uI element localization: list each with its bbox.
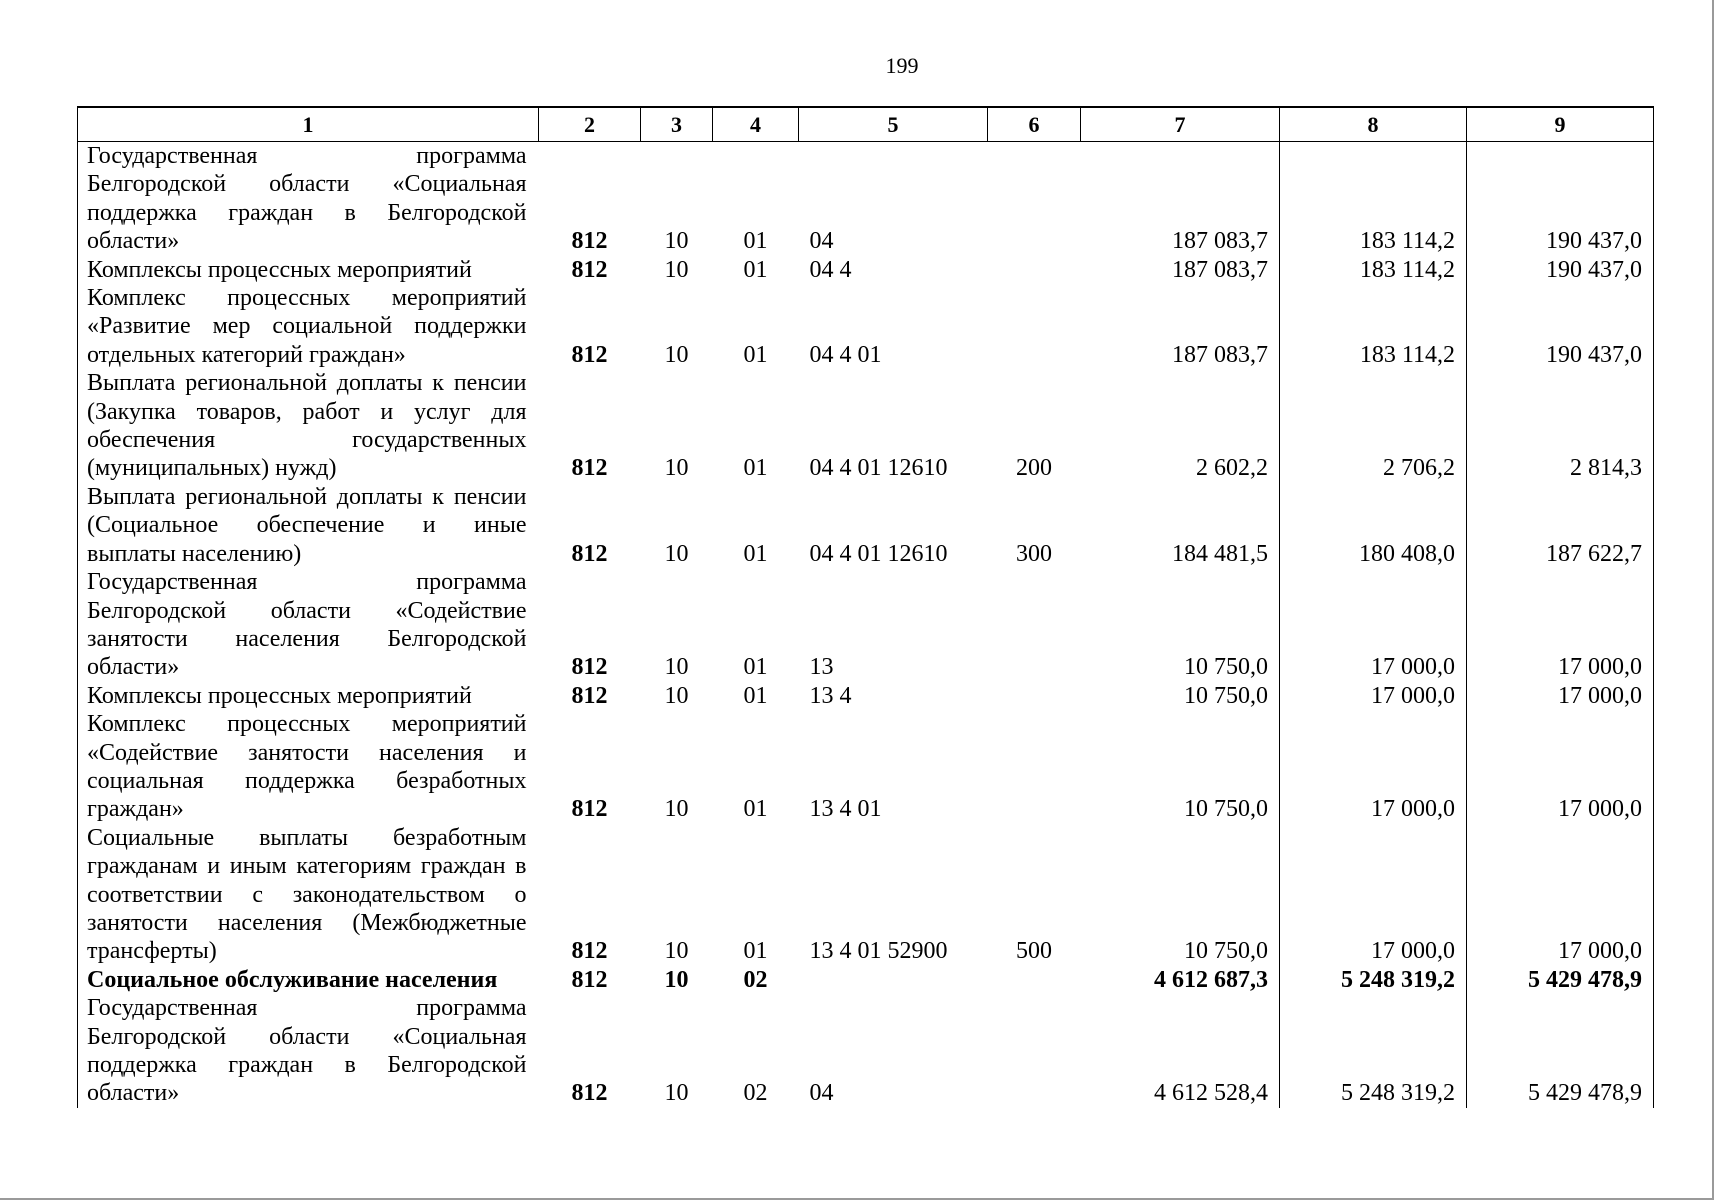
- row-label-line: трансферты): [87, 938, 217, 965]
- cell-col-5: [799, 966, 988, 994]
- row-label-line: выплаты населению): [87, 540, 302, 567]
- row-label-line: Белгородской области «Социальная: [87, 1023, 527, 1050]
- row-label-line: Государственная программа: [87, 569, 527, 596]
- cell-col-7: 10 750,0: [1081, 710, 1280, 824]
- cell-col-5: 04: [809, 228, 834, 255]
- cell-col-7: 4 612 687,3: [1081, 966, 1280, 994]
- cell-col-2: 812: [571, 455, 608, 482]
- cell-col-4: 01: [743, 228, 768, 255]
- table-row: [78, 256, 1654, 284]
- row-label-line: Комплексы процессных мероприятий: [87, 682, 472, 709]
- cell-col-3: 10: [664, 1080, 689, 1107]
- cell-col-5: 13 4 01: [809, 796, 882, 823]
- cell-col-7: 10 750,0: [1081, 824, 1280, 966]
- cell-col-2: 812: [571, 966, 608, 993]
- cell-col-2: 812: [571, 796, 608, 823]
- header-cell-1: 1: [78, 107, 539, 142]
- cell-col-8: 183 114,2: [1280, 142, 1467, 256]
- row-label: [78, 142, 539, 256]
- cell-col-7: 4 612 528,4: [1081, 994, 1280, 1108]
- row-label-line: отдельных категорий граждан»: [87, 341, 406, 368]
- header-row: [78, 107, 1654, 142]
- row-label: [78, 710, 539, 824]
- cell-col-3: 10: [664, 682, 689, 709]
- cell-col-6: 200: [1016, 455, 1052, 482]
- budget-table: [77, 106, 1654, 1108]
- row-label-line: Социальное обслуживание населения: [87, 966, 498, 993]
- row-label-line: Государственная программа: [87, 143, 527, 169]
- row-label-line: Комплексы процессных мероприятий: [87, 256, 472, 283]
- page-number: 199: [885, 53, 919, 78]
- cell-col-7: 187 083,7: [1081, 142, 1280, 256]
- cell-col-7: 184 481,5: [1081, 483, 1280, 568]
- cell-col-5: 04 4 01 12610: [809, 455, 948, 482]
- cell-col-8: 17 000,0: [1280, 682, 1467, 710]
- cell-col-5: 13: [809, 654, 834, 681]
- row-label: [78, 256, 539, 284]
- cell-col-4: 01: [743, 540, 768, 567]
- cell-col-9: 17 000,0: [1467, 824, 1654, 966]
- row-label-line: Социальные выплаты безработным: [87, 824, 527, 851]
- header-cell-7: 7: [1081, 107, 1280, 142]
- table-row: [78, 369, 1654, 483]
- cell-col-9: 2 814,3: [1467, 369, 1654, 483]
- cell-col-5: 04 4 01: [809, 341, 882, 368]
- cell-col-3: 10: [664, 256, 689, 283]
- row-label-line: соответствии с законодательством о: [87, 881, 527, 908]
- header-cell-2: 2: [539, 107, 641, 142]
- cell-col-7: 10 750,0: [1081, 568, 1280, 682]
- row-label-line: «Содействие занятости населения и: [87, 739, 527, 766]
- cell-col-8: 180 408,0: [1280, 483, 1467, 568]
- row-label-line: поддержка граждан в Белгородской: [87, 1052, 527, 1078]
- cell-col-6: 500: [1016, 938, 1052, 965]
- cell-col-2: 812: [571, 682, 608, 709]
- row-label-line: Комплекс процессных мероприятий: [87, 285, 527, 312]
- row-label: [78, 483, 539, 568]
- row-label: [78, 966, 539, 994]
- cell-col-7: 187 083,7: [1081, 284, 1280, 369]
- cell-col-3: 10: [664, 938, 689, 965]
- cell-col-2: 812: [571, 1080, 608, 1107]
- cell-col-9: 17 000,0: [1467, 710, 1654, 824]
- cell-col-3: 10: [664, 966, 689, 993]
- cell-col-3: 10: [664, 654, 689, 681]
- row-label-line: Белгородской области «Социальная: [87, 171, 527, 198]
- table-body: [78, 142, 1654, 1108]
- cell-col-6: [988, 966, 1081, 994]
- row-label-line: поддержка граждан в Белгородской: [87, 199, 527, 226]
- cell-col-4: 01: [743, 341, 768, 368]
- row-label-line: области»: [87, 228, 180, 255]
- row-label-line: гражданам и иным категориям граждан в: [87, 853, 527, 880]
- cell-col-3: 10: [664, 228, 689, 255]
- cell-col-5: 04: [809, 1080, 834, 1107]
- cell-col-9: 190 437,0: [1467, 142, 1654, 256]
- cell-col-4: 01: [743, 654, 768, 681]
- row-label-line: занятости населения (Межбюджетные: [87, 909, 527, 936]
- table-row: [78, 142, 1654, 256]
- cell-col-3: 10: [664, 341, 689, 368]
- row-label-line: (Закупка товаров, работ и услуг для: [87, 398, 527, 425]
- cell-col-8: 5 248 319,2: [1280, 966, 1467, 994]
- cell-col-6: 300: [1016, 540, 1052, 567]
- cell-col-6: [988, 682, 1081, 710]
- row-label: [78, 682, 539, 710]
- cell-col-2: 812: [571, 540, 608, 567]
- cell-col-2: 812: [571, 256, 608, 283]
- header-cell-8: 8: [1280, 107, 1467, 142]
- row-label-line: Комплекс процессных мероприятий: [87, 711, 527, 738]
- cell-col-4: 01: [743, 682, 768, 709]
- row-label-line: обеспечения государственных: [87, 427, 527, 454]
- table-row: [78, 284, 1654, 369]
- cell-col-7: 10 750,0: [1081, 682, 1280, 710]
- row-label-line: занятости населения Белгородской: [87, 625, 527, 652]
- row-label: [78, 568, 539, 682]
- cell-col-7: 187 083,7: [1081, 256, 1280, 284]
- cell-col-9: 5 429 478,9: [1467, 994, 1654, 1108]
- cell-col-4: 01: [743, 256, 768, 283]
- cell-col-2: 812: [571, 341, 608, 368]
- cell-col-3: 10: [664, 540, 689, 567]
- header-cell-9: 9: [1467, 107, 1654, 142]
- header-cell-6: 6: [988, 107, 1081, 142]
- cell-col-8: 2 706,2: [1280, 369, 1467, 483]
- row-label: [78, 824, 539, 966]
- cell-col-8: 17 000,0: [1280, 710, 1467, 824]
- cell-col-3: 10: [664, 796, 689, 823]
- cell-col-5: 13 4 01 52900: [809, 938, 948, 965]
- cell-col-9: 17 000,0: [1467, 682, 1654, 710]
- header-cell-5: 5: [799, 107, 988, 142]
- table-row: [78, 966, 1654, 994]
- table-row: [78, 994, 1654, 1108]
- row-label-line: области»: [87, 1080, 180, 1107]
- row-label-line: Выплата региональной доплаты к пенсии: [87, 370, 527, 397]
- table-row: [78, 483, 1654, 568]
- cell-col-4: 01: [743, 796, 768, 823]
- cell-col-9: 5 429 478,9: [1467, 966, 1654, 994]
- cell-col-4: 02: [743, 966, 768, 993]
- row-label: [78, 369, 539, 483]
- cell-col-6: [988, 284, 1081, 369]
- cell-col-9: 187 622,7: [1467, 483, 1654, 568]
- cell-col-4: 02: [743, 1080, 768, 1107]
- row-label-line: (Социальное обеспечение и иные: [87, 512, 527, 539]
- cell-col-2: 812: [571, 228, 608, 255]
- row-label-line: Белгородской области «Содействие: [87, 597, 527, 624]
- cell-col-8: 183 114,2: [1280, 256, 1467, 284]
- cell-col-4: 01: [743, 938, 768, 965]
- cell-col-9: 190 437,0: [1467, 284, 1654, 369]
- cell-col-4: 01: [743, 455, 768, 482]
- header-cell-3: 3: [641, 107, 713, 142]
- cell-col-5: 13 4: [809, 682, 852, 709]
- row-label-line: Государственная программа: [87, 995, 527, 1022]
- table-row: [78, 824, 1654, 966]
- cell-col-3: 10: [664, 455, 689, 482]
- cell-col-6: [988, 142, 1081, 256]
- cell-col-8: 17 000,0: [1280, 824, 1467, 966]
- cell-col-8: 5 248 319,2: [1280, 994, 1467, 1108]
- cell-col-8: 183 114,2: [1280, 284, 1467, 369]
- cell-col-8: 17 000,0: [1280, 568, 1467, 682]
- row-label: [78, 284, 539, 369]
- table-row: [78, 710, 1654, 824]
- cell-col-6: [988, 710, 1081, 824]
- cell-col-6: [988, 568, 1081, 682]
- cell-col-9: 190 437,0: [1467, 256, 1654, 284]
- table-row: [78, 682, 1654, 710]
- cell-col-6: [988, 994, 1081, 1108]
- row-label-line: граждан»: [87, 796, 184, 823]
- header-cell-4: 4: [713, 107, 799, 142]
- cell-col-5: 04 4 01 12610: [809, 540, 948, 567]
- row-label-line: «Развитие мер социальной поддержки: [87, 313, 527, 340]
- cell-col-5: 04 4: [809, 256, 852, 283]
- row-label-line: области»: [87, 654, 180, 681]
- row-label-line: социальная поддержка безработных: [87, 767, 527, 794]
- cell-col-9: 17 000,0: [1467, 568, 1654, 682]
- row-label: [78, 994, 539, 1108]
- row-label-line: (муниципальных) нужд): [87, 455, 337, 482]
- cell-col-7: 2 602,2: [1081, 369, 1280, 483]
- cell-col-6: [988, 256, 1081, 284]
- table-row: [78, 568, 1654, 682]
- cell-col-2: 812: [571, 938, 608, 965]
- row-label-line: Выплата региональной доплаты к пенсии: [87, 483, 527, 510]
- cell-col-2: 812: [571, 654, 608, 681]
